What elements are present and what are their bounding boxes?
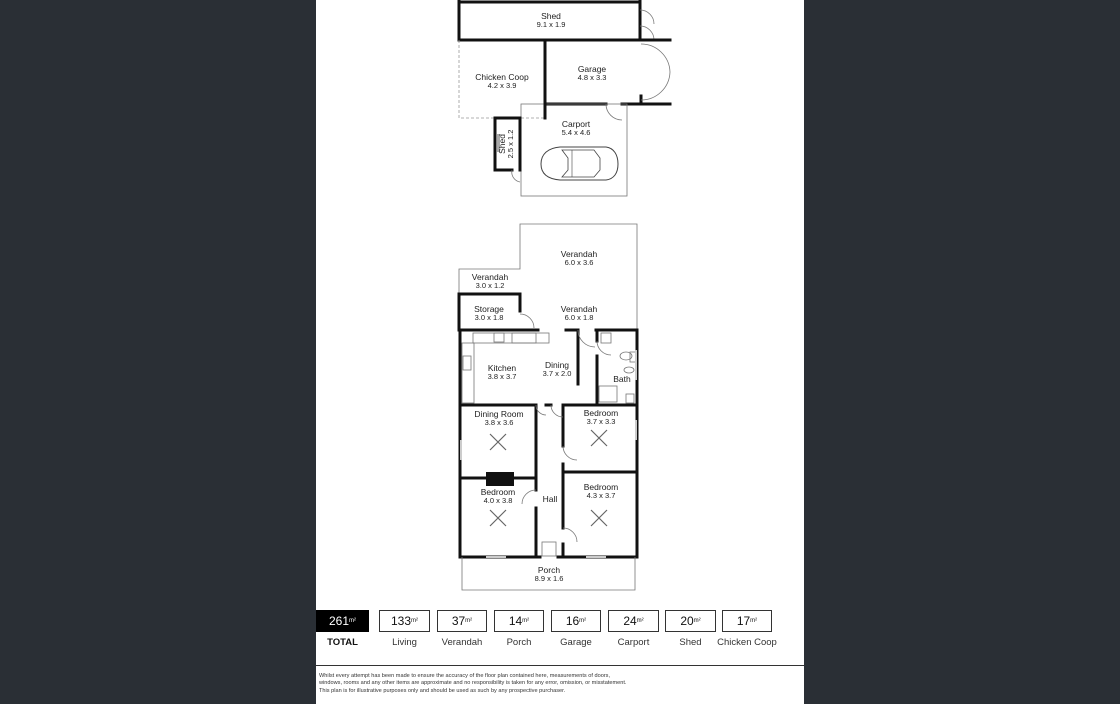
area-label-living: Living — [392, 637, 417, 648]
bedroom-1-name: Bedroom — [583, 408, 619, 418]
floor-plan-sheet — [316, 0, 804, 704]
divider — [316, 665, 804, 666]
shed-small-name: Shed — [497, 134, 507, 154]
area-total-value: 261 — [328, 614, 350, 628]
carport-name: Carport — [561, 119, 591, 129]
area-summary — [316, 610, 804, 652]
dining-room-dim: 3.8 x 3.6 — [484, 418, 514, 427]
garage-name: Garage — [577, 64, 607, 74]
verandah-big-dim: 6.0 x 3.6 — [564, 258, 594, 267]
shed-small-dim: 2.5 x 1.2 — [506, 129, 515, 159]
bedroom-2-dim: 4.0 x 3.8 — [483, 496, 513, 505]
shed-top-dim: 9.1 x 1.9 — [536, 20, 566, 29]
bedroom-3-dim: 4.3 x 3.7 — [586, 491, 616, 500]
storage-name: Storage — [474, 304, 504, 314]
disclaimer-line: windows, rooms and any other items are approximate and no responsibility is taken for any error, omission, or misstatement. — [319, 680, 627, 687]
area-unit: m² — [750, 618, 758, 624]
area-box-living — [379, 610, 430, 632]
area-value: 24 — [623, 614, 637, 628]
area-unit: m² — [465, 618, 473, 624]
porch-dim: 8.9 x 1.6 — [534, 574, 564, 583]
dining-name: Dining — [544, 360, 570, 370]
area-box-chicken-coop — [722, 610, 772, 632]
area-value: 16 — [565, 614, 580, 628]
verandah-mid-dim: 6.0 x 1.8 — [564, 313, 594, 322]
kitchen-dim: 3.8 x 3.7 — [487, 372, 517, 381]
chicken-coop-dim: 4.2 x 3.9 — [487, 81, 517, 90]
disclaimer-line: This plan is for illustrative purposes only and should be used as such by any prospective purchaser. — [319, 687, 566, 694]
area-box-verandah — [437, 610, 487, 632]
bath-fixtures — [599, 333, 636, 403]
kitchen-name: Kitchen — [487, 363, 517, 373]
area-value: 14 — [508, 614, 523, 628]
area-box-porch — [494, 610, 544, 632]
shed-top-name: Shed — [541, 11, 561, 21]
bedroom-2-name: Bedroom — [480, 487, 516, 497]
area-label-verandah: Verandah — [441, 637, 483, 648]
windows — [460, 350, 637, 558]
area-unit: m² — [411, 618, 419, 624]
area-label-porch: Porch — [506, 637, 532, 648]
dining-dim: 3.7 x 2.0 — [542, 369, 572, 378]
carport-dim: 5.4 x 4.6 — [561, 128, 591, 137]
bedroom-1-dim: 3.7 x 3.3 — [586, 417, 616, 426]
area-box-carport — [608, 610, 659, 632]
area-label-garage: Garage — [560, 637, 592, 648]
bedroom-3-name: Bedroom — [583, 482, 619, 492]
area-total-box — [316, 610, 369, 632]
area-label-shed: Shed — [679, 637, 702, 648]
area-total-unit: m² — [349, 618, 357, 624]
area-box-garage — [551, 610, 601, 632]
hall-name: Hall — [542, 494, 558, 504]
bath-name: Bath — [613, 374, 631, 384]
area-value: 37 — [451, 614, 466, 628]
area-unit: m² — [636, 618, 644, 624]
floor-plan-drawing — [316, 0, 804, 610]
dining-room-name: Dining Room — [474, 409, 524, 419]
area-unit: m² — [522, 618, 530, 624]
area-value: 20 — [680, 614, 694, 628]
storage-dim: 3.0 x 1.8 — [474, 313, 504, 322]
car-icon — [541, 147, 618, 180]
area-unit: m² — [579, 618, 587, 624]
verandah-small-dim: 3.0 x 1.2 — [475, 281, 505, 290]
garage-structure — [545, 40, 670, 120]
area-label-carport: Carport — [617, 637, 650, 648]
verandah-mid-name: Verandah — [560, 304, 598, 314]
porch-name: Porch — [537, 565, 561, 575]
disclaimer-line: Whilst every attempt has been made to ensure the accuracy of the floor plan contained here, measurements of doors, — [319, 673, 611, 679]
area-value: 17 — [736, 614, 751, 628]
chicken-coop-name: Chicken Coop — [475, 72, 529, 82]
area-value: 133 — [390, 614, 412, 628]
verandah-small-name: Verandah — [471, 272, 509, 282]
area-total-label: TOTAL — [327, 637, 358, 648]
area-unit: m² — [693, 618, 701, 624]
garage-dim: 4.8 x 3.3 — [577, 73, 607, 82]
verandah-big-name: Verandah — [560, 249, 598, 259]
disclaimer — [319, 673, 719, 695]
area-box-shed — [665, 610, 716, 632]
area-label-chicken-coop: Chicken Coop — [717, 637, 777, 648]
